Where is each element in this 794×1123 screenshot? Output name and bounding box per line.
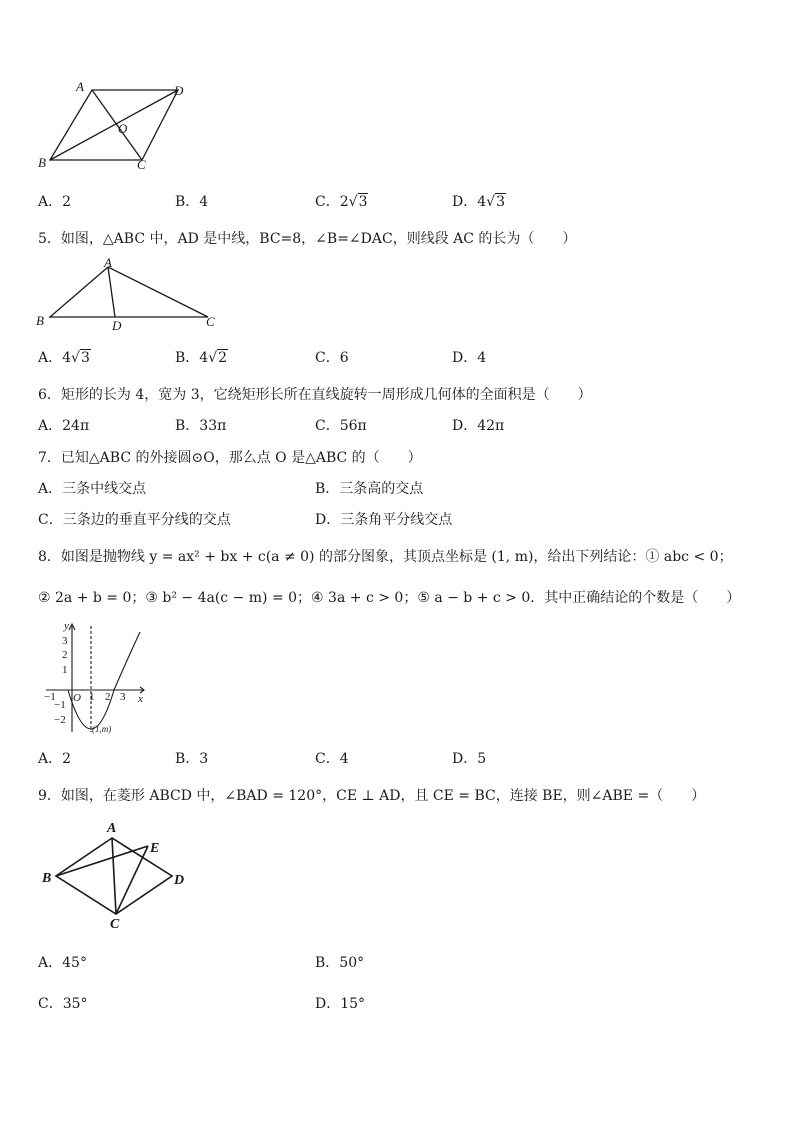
label-c: C — [110, 917, 120, 932]
label-a: A — [104, 255, 112, 270]
diagonal-ac — [112, 838, 116, 914]
q9-rhombus-figure — [36, 818, 196, 933]
q7-option-b[interactable]: B．三条高的交点 — [315, 481, 424, 497]
q7-option-d[interactable]: D．三条角平分线交点 — [315, 512, 453, 528]
tick-x-3: 3 — [120, 691, 126, 703]
sqrt-symbol: √3 — [486, 194, 505, 210]
sqrt-symbol: √2 — [208, 350, 228, 366]
tick-y-2: 2 — [62, 649, 68, 661]
q7-option-a[interactable]: A．三条中线交点 — [38, 481, 147, 497]
q5-question-text: 5．如图，△ABC 中，AD 是中线，BC=8，∠B=∠DAC，则线段 AC 的长为（ ） — [38, 231, 577, 247]
q6-option-a[interactable]: A．24π — [38, 418, 90, 434]
triangle-abc — [50, 267, 208, 317]
label-y: y — [64, 620, 69, 632]
sqrt-symbol: √3 — [348, 194, 368, 210]
q9-option-d[interactable]: D．15° — [315, 996, 366, 1012]
label-b: B — [42, 871, 52, 886]
q5-option-a[interactable]: A．4√3 — [38, 350, 90, 366]
q5-option-d[interactable]: D．4 — [452, 350, 487, 366]
sqrt-symbol: √3 — [71, 350, 90, 366]
q8-parabola-figure — [42, 620, 154, 738]
q6-question-text: 6．矩形的长为 4，宽为 3，它绕矩形长所在直线旋转一周形成几何体的全面积是（ ） — [38, 387, 592, 403]
segment-be — [56, 846, 148, 876]
q8-option-b[interactable]: B．3 — [175, 751, 209, 767]
q9-option-c[interactable]: C．35° — [38, 996, 88, 1012]
q4-option-d[interactable]: D．4√3 — [452, 194, 505, 210]
label-b: B — [38, 155, 46, 170]
tick-x-neg1: −1 — [44, 691, 56, 703]
diagonal-ac — [92, 90, 142, 160]
q6-option-b[interactable]: B．33π — [175, 418, 227, 434]
tick-y-1: 1 — [62, 664, 68, 676]
median-ad — [108, 267, 115, 317]
parabola-right — [114, 632, 140, 690]
q5-triangle-figure — [30, 255, 230, 333]
label-origin: O — [73, 692, 81, 704]
q8-question-line2: ② 2a + b = 0；③ b² − 4a(c − m) = 0；④ 3a + c > 0；⑤ a − b + c > 0．其中正确结论的个数是（ ） — [38, 590, 741, 606]
q8-option-a[interactable]: A．2 — [38, 751, 72, 767]
q4-option-b[interactable]: B．4 — [175, 194, 209, 210]
label-a: A — [76, 79, 84, 94]
label-o: O — [118, 121, 128, 136]
tick-y-3: 3 — [62, 635, 68, 647]
tick-x-1: 1 — [89, 691, 95, 703]
q4-option-a[interactable]: A．2 — [38, 194, 72, 210]
label-c: C — [137, 157, 146, 172]
label-vertex: (1,m) — [92, 724, 112, 734]
label-e: E — [150, 841, 160, 856]
q8-question-line1: 8．如图是抛物线 y = ax² + bx + c(a ≠ 0) 的部分图象，其顶点坐标是 (1, m)，给出下列结论：① abc < 0； — [38, 549, 733, 565]
q6-option-d[interactable]: D．42π — [452, 418, 505, 434]
label-c: C — [206, 314, 215, 329]
label-a: A — [107, 821, 117, 836]
diagonal-bd — [50, 90, 178, 160]
q5-option-b[interactable]: B．4√2 — [175, 350, 228, 366]
q4-option-c[interactable]: C．2√3 — [315, 194, 368, 210]
q9-question-text: 9．如图，在菱形 ABCD 中，∠BAD = 120°，CE ⊥ AD，且 CE = BC，连接 BE，则∠ABE =（ ） — [38, 788, 706, 804]
q5-option-c[interactable]: C．6 — [315, 350, 349, 366]
q4-parallelogram-figure — [30, 78, 200, 173]
q9-option-b[interactable]: B．50° — [315, 955, 365, 971]
q6-option-c[interactable]: C．56π — [315, 418, 367, 434]
label-b: B — [36, 313, 44, 328]
label-d: D — [112, 318, 122, 333]
tick-y-neg1: −1 — [54, 699, 66, 711]
q7-option-c[interactable]: C．三条边的垂直平分线的交点 — [38, 512, 231, 528]
label-d: D — [174, 83, 184, 98]
q8-option-d[interactable]: D．5 — [452, 751, 487, 767]
label-d: D — [174, 873, 185, 888]
q7-question-text: 7．已知△ABC 的外接圆⊙O，那么点 O 是△ABC 的（ ） — [38, 450, 422, 466]
q8-option-c[interactable]: C．4 — [315, 751, 349, 767]
tick-y-neg2: −2 — [54, 714, 66, 726]
q9-option-a[interactable]: A．45° — [38, 955, 87, 971]
label-x: x — [138, 693, 143, 705]
tick-x-2: 2 — [105, 691, 111, 703]
